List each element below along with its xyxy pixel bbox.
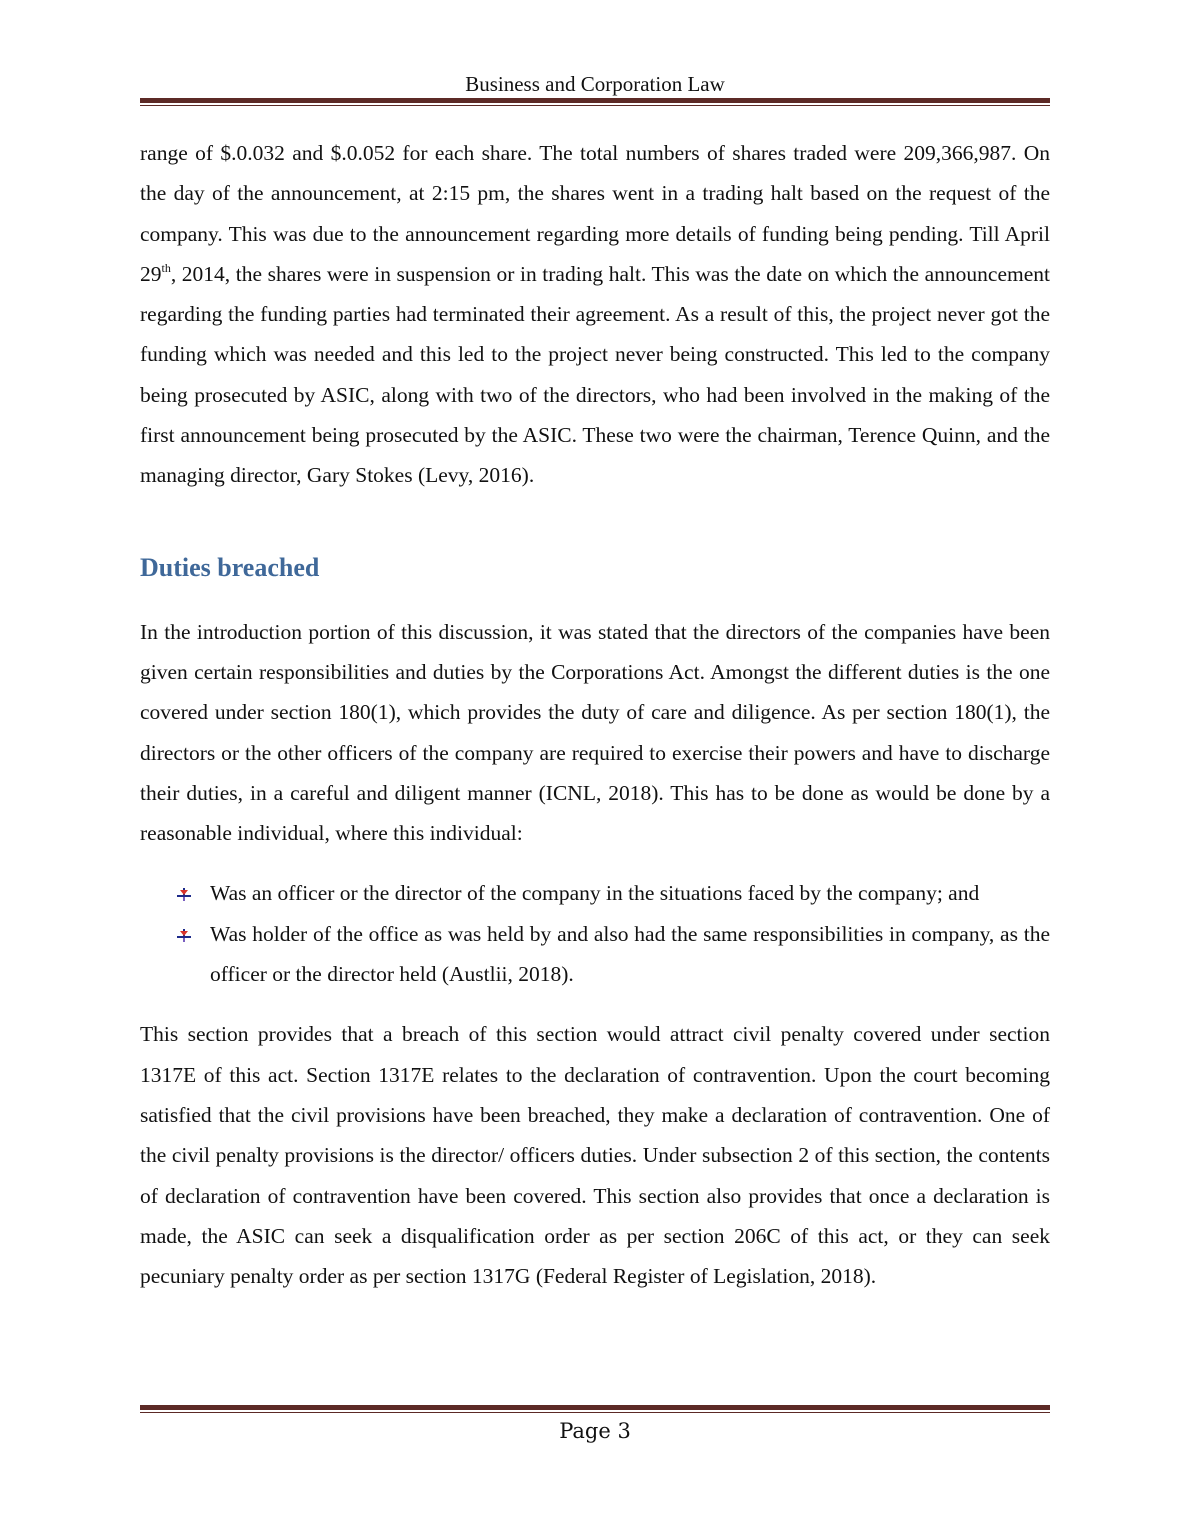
page-number: Page 3 <box>559 1419 631 1443</box>
paragraph-text: range of $.0.032 and $.0.052 for each share. The total numbers of shares traded were 209,366,987. On the day of the announcement, at 2:15 pm, the shares went in a trading halt based on the request of the company. This was due to the announcement regarding more details of funding being pending. Till April 29 <box>140 141 1050 286</box>
list-item <box>140 914 1050 995</box>
header-rule-thin <box>140 105 1050 106</box>
document-body <box>140 133 1050 1296</box>
arrow-cross-bullet-icon <box>176 886 192 902</box>
header-rule-thick <box>140 98 1050 103</box>
page-header-title: Business and Corporation Law <box>465 72 725 96</box>
body-paragraph <box>140 133 1050 496</box>
list-item-text: Was holder of the office as was held by and also had the same responsibilities in company, as the officer or the director held (Austlii, 2018). <box>210 921 1050 987</box>
footer-rule-thin <box>140 1412 1050 1413</box>
arrow-cross-bullet-icon <box>176 927 192 943</box>
list-item-text: Was an officer or the director of the company in the situations faced by the company; and <box>210 881 980 906</box>
paragraph-text: , 2014, the shares were in suspension or in trading halt. This was the date on which the announcement regarding the funding parties had terminated their agreement. As a result of this, the project never got the funding which was needed and this led to the project never being constructed. This led to the company being prosecuted by ASIC, along with two of the directors, who had been involved in the making of the first announcement being prosecuted by the ASIC. These two were the chairman, Terence Quinn, and the managing director, Gary Stokes (Levy, 2016). <box>140 261 1050 488</box>
bullet-list <box>140 873 1050 994</box>
ordinal-superscript: th <box>161 260 171 275</box>
list-item <box>140 873 1050 913</box>
section-heading: Duties breached <box>140 552 320 582</box>
body-paragraph: This section provides that a breach of this section would attract civil penalty covered under section 1317E of this act. Section 1317E relates to the declaration of contravention. Upon the court becoming satisfied that the civil provisions have been breached, they make a declaration of contravention. One of the civil penalty provisions is the director/ officers duties. Under subsection 2 of this section, the contents of declaration of contravention have been covered. This section also provides that once a declaration is made, the ASIC can seek a disqualification order as per section 206C of this act, or they can seek pecuniary penalty order as per section 1317G (Federal Register of Legislation, 2018). <box>140 1022 1050 1289</box>
body-paragraph: In the introduction portion of this discussion, it was stated that the directors of the companies have been given certain responsibilities and duties by the Corporations Act. Amongst the different duties is the one covered under section 180(1), which provides the duty of care and diligence. As per section 180(1), the directors or the other officers of the company are required to exercise their powers and have to discharge their duties, in a careful and diligent manner (ICNL, 2018). This has to be done as would be done by a reasonable individual, where this individual: <box>140 619 1050 846</box>
footer-rule-thick <box>140 1405 1050 1410</box>
